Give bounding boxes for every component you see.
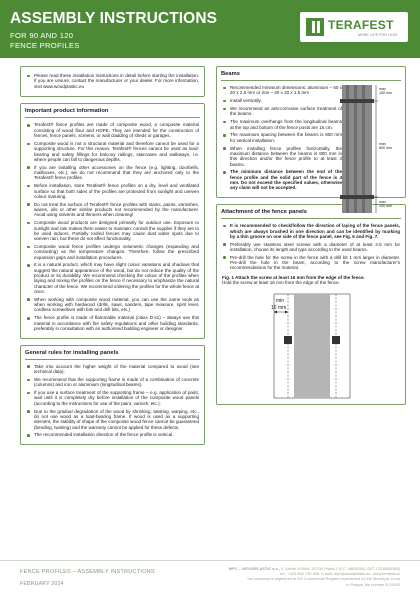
beams-section xyxy=(216,66,406,209)
figure-label-min: min xyxy=(276,297,285,304)
beam-bottom-shape xyxy=(340,195,374,199)
page-subtitle-line1: FOR 90 AND 120 xyxy=(10,31,74,40)
screw-distance-diagram xyxy=(222,292,402,400)
footer-address: V Celnici 1034/6, 110 00 Praha 1 (CC: 08830354, DIČ: CZ08830354) xyxy=(279,566,400,571)
general-item: We recommend that the supporting frame is made of a combination of concrete (columns) and iron or aluminium (longitudinal beams). xyxy=(26,377,199,388)
diagram-label-bottom: max 150 mm xyxy=(379,200,392,209)
attachment-item-direction: It is recommended to check/follow the direction of laying of the fence panels, which are always brushed in one direction and can be identified by marking by a thin groove on one side of the fence panel, see Fig. 6 and Fig. 7. xyxy=(222,223,400,239)
important-item: Composite wood products are designed primarily for outdoor use. Exposure to sunlight and rain makes them easier to maintain; consult the supplier if they are to be used indoors. Partially roofed fences may cause dust water spots due to uneven rain, but these do not affect functionality. xyxy=(26,220,199,241)
intro-box xyxy=(20,66,205,97)
left-column xyxy=(20,66,205,451)
attachment-section xyxy=(216,204,406,404)
screw-right-icon xyxy=(332,336,340,344)
important-item: Composite wood fence profiles undergo volumetric changes (expanding and contracting) as the temperature changes. Therefore, follow the prescribed expansion gaps and installation procedures. xyxy=(26,244,199,260)
attachment-item: Pre-drill the hole for the screw in the fence with a drill bit 1 mm larger in diameter. Pre-drill the hole in the beam, according to the screw manufacturer's recommendations for the material. xyxy=(222,255,400,271)
beams-item: Recommended minimum dimensions: aluminium – 60 x 20 x 2.5 mm or iron – 40 x 20 x 1.5 mm xyxy=(222,85,342,96)
logo-name: TERAFEST xyxy=(328,18,394,32)
figure-caption-normal: Hold the screw at least 16 mm from the edge of the fence. xyxy=(222,280,340,286)
important-item: The fence profile is made of flammable material (class D-s1) – always use this material in accordance with fire safety regulations and other building standards, preferably in consultation with an authorised building engineer or designer. xyxy=(26,315,199,331)
general-item: Due to the gradual degradation of the wood by shrinking, twisting, warping, etc., do not use wood as a load-bearing frame. If wood is used as a supporting element, the stability of shape of the composite wood fence cannot be guaranteed (bending, twisting) and the warranty cannot be applied for these defects. xyxy=(26,409,199,430)
figure-label-value: 16 mm xyxy=(271,304,287,311)
beams-item-warning: The minimum distance between the end of the fence profile and the solid part of the fence is 4 mm. Do not exceed the specified values, otherwise any claim will not be accepted. xyxy=(222,169,342,190)
important-item: If you are installing other accessories on the fence (e.g. lighting, doorbells, mailboxes, etc.), we do not recommend that they are anchored only to the Terafest® fence profiles. xyxy=(26,165,199,181)
page-header xyxy=(0,0,420,58)
footer-document-name: FENCE PROFILES – ASSEMBLY INSTRUCTIONS xyxy=(20,569,155,575)
beams-item: The maximum overhangs from the longitudinal beams at the top and bottom of the fence posts are 15 cm. xyxy=(222,119,342,130)
screw-distance-figure xyxy=(222,292,400,400)
important-item: Do not treat the surface of Terafest® fence profiles with stains, paints, varnishes, waxes, oils or other similar products not recommended by the manufacturer. Avoid using solvents and thinners when cleaning! xyxy=(26,202,199,218)
important-info-section xyxy=(20,103,205,338)
intro-text: Please read these installation instructions in detail before starting the installation. If you are unsure, contact the manufacturer or your dealer. For more information, visit www.woodplastic.eu xyxy=(26,73,199,89)
footer-date: FEBRUARY 2024 xyxy=(20,581,64,587)
important-item: Before installation, store Terafest® fence profiles on a dry, level and ventilated surface so that both sides of the profiles are protected from sunlight and uneven colour maturing. xyxy=(26,183,199,199)
screw-left-icon xyxy=(284,336,292,344)
beams-item: When installing fence profiles horizontally, the maximum distance between the beams is 800 mm in this direction and/or the fence profile to at least 3 beams. xyxy=(222,146,342,167)
attachment-item: Preferably use stainless steel screws with a diameter of at least 3.5 mm for installation, choose its length and type according to the used beams. xyxy=(222,242,400,253)
general-item: If you use a surface treatment of the supporting frame – e.g. application of paint, wait until it is completely dry before installation of the composite wood panels (according to the instructions for use of the paint, varnish, etc.). xyxy=(26,390,199,406)
right-column xyxy=(216,66,406,411)
terafest-logo xyxy=(300,12,408,42)
footer-contact: tel.: +420 800 730 308, e-mail: wpc@woodplastic.eu, www.terafest.cz xyxy=(280,571,400,577)
figure-caption-bold: Fig. 1 Attach the screw at least 16 mm from the edge of the fence. xyxy=(222,274,365,280)
beams-item: Install vertically. xyxy=(222,98,342,103)
footer-file-number: in Prague, file number B 25190 xyxy=(346,581,400,587)
logo-tagline: MORE LIFE FOR LESS xyxy=(358,33,398,37)
section-title-beams: Beams xyxy=(221,70,401,81)
important-item: Terafest® fence profiles are made of composite wood, a composite material consisting of wood flour and HDPE. They are intended for the construction of fences, fence panels, screens, or wall cladding of sheds or garages. xyxy=(26,122,199,138)
diagram-label-middle: max 800 mm xyxy=(379,142,392,151)
page-subtitle-line2: FENCE PROFILES xyxy=(10,41,80,50)
beam-spacing-diagram xyxy=(340,85,396,213)
section-title-attachment: Attachment of the fence panels xyxy=(221,208,401,219)
terafest-logo-icon xyxy=(306,18,324,36)
general-item: Take into account the higher weight of the material compared to wood (see technical data). xyxy=(26,364,199,375)
beam-shape xyxy=(294,294,330,398)
important-item: It is a natural product, which may have slight colour variations and shadows that suggest the natural appearance of the wood, but do not reduce the quality of the product or its durability. We recommend checking the colour of the profiles when laying and mixing the profiles on the fence if necessary to emphasize the natural character of the fence. We recommend ordering the profiles for the whole fence at once. xyxy=(26,262,199,294)
general-item: The recommended installation direction of the fence profile is vertical. xyxy=(26,432,199,437)
footer-company-info xyxy=(160,566,400,587)
important-item: When working with composite wood material, you can use the same tools as when working with hardwood (drills, saws, sanders, tape measure, spirit level, cordless screwdriver with bits and drill bits, etc.) xyxy=(26,297,199,313)
footer-divider xyxy=(0,560,420,561)
beams-item: The maximum spacing between the beams is 800 mm for vertical installation. xyxy=(222,132,342,143)
beam-top-shape xyxy=(340,99,374,103)
section-title-important: Important product information xyxy=(25,107,200,118)
section-title-general: General rules for installing panels xyxy=(25,349,200,360)
beams-item: We recommend an anti-corrosive surface treatment of the beams. xyxy=(222,106,342,117)
page-title: ASSEMBLY INSTRUCTIONS xyxy=(10,10,218,27)
diagram-label-top: max 150 mm xyxy=(379,87,392,96)
footer-left xyxy=(20,568,155,588)
footer-company-name: WPC – WOODPLASTIC a.s., xyxy=(228,566,280,571)
general-rules-section xyxy=(20,345,205,446)
important-item: Composite wood is not a structural material and therefore cannot be used for a supporting structure. For this reason, Terafest® fences cannot be used as load-bearing and safety fillings for balcony railings, staircases and walkways, i.e. where people can fall to dangerous depths. xyxy=(26,141,199,162)
footer-register: the company is registered in the Commercial Register maintained by the Municipal Court xyxy=(247,576,400,582)
figure-caption xyxy=(222,275,400,286)
